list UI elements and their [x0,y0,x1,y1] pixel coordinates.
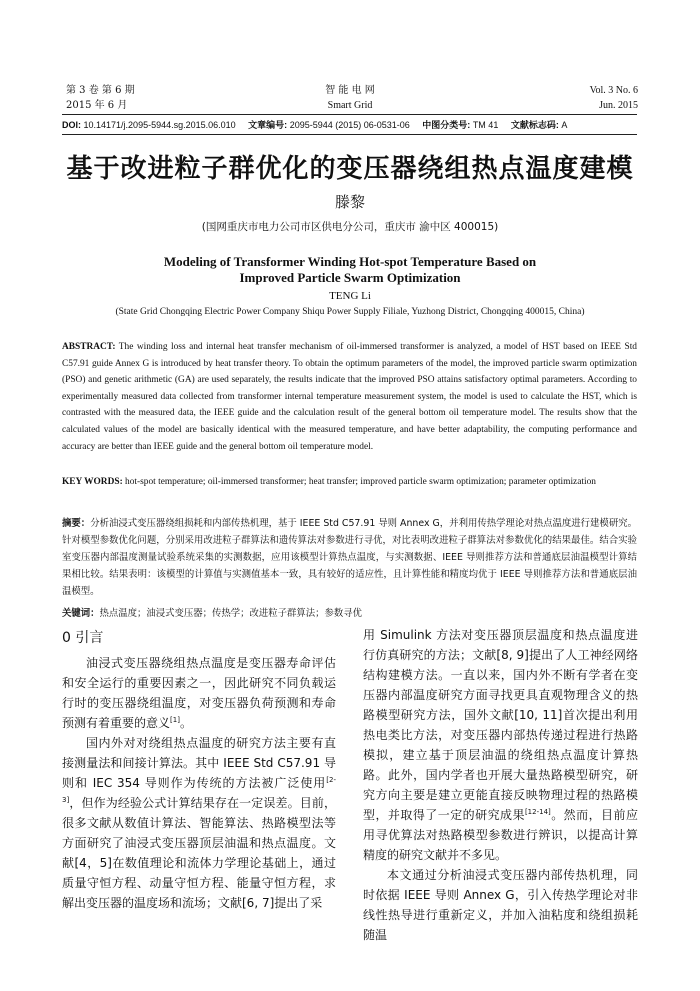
left-column [62,627,336,913]
paragraph: 本文通过分析油浸式变压器内部传热机理，同时依据 IEEE 导则 Annex G，引入传热学理论对非线性热导进行重新定义，并加入油粘度和绕组损耗随温 [363,868,638,942]
citation[interactable]: [2-3] [62,776,336,804]
abstract-en: ABSTRACT: The winding loss and internal heat transfer mechanism of oil-immersed transformer is analyzed, a model of HST based on IEEE Std C57.91 guide Annex G is introduced by heat transfer theory. To obtain the optimum parameters of the model, the improved particle swarm optimization (PSO) and genetic arithmetic (GA) are used separately, the results indicate that the improved PSO attains satisfactory optimal parameters. According to experimentally measured data collected from transformer internal temperature measurement system, the model is used to calculate the HST, which is contrasted with the measured data, the IEEE guide and the calculation result of the general bottom oil temperature model. The results show that the calculated values of the model are basically identical with the measured temperature, and have better adaptability, the computing performance and accuracy are better than IEEE guide and the general bottom oil temperature model. [62,342,637,452]
right-column [363,625,638,945]
title-cn: 基于改进粒子群优化的变压器绕组热点温度建模 [66,154,634,184]
doi[interactable]: 10.14171/j.2095-5944.sg.2015.06.010 [83,120,236,130]
affiliation-cn: (国网重庆市电力公司市区供电分公司，重庆市 渝中区 400015) [201,221,499,233]
journal-date-cn: 2015 年 6 月 [66,100,128,111]
keywords-cn-label: 关键词： [62,608,100,619]
header-rule-bottom [62,134,637,135]
abstract-cn-label: 摘要： [62,518,91,529]
affiliation-en: (State Grid Chongqing Electric Power Company Shiqu Power Supply Filiale, Yuzhong District, Chongqing 400015, China) [115,307,585,317]
header-rule-top [62,114,637,115]
journal-volume-issue: 第 3 卷 第 6 期 [66,85,135,96]
journal-date-en: Jun. 2015 [599,100,638,111]
citation[interactable]: [1] [170,716,180,724]
paragraph: 油浸式变压器绕组热点温度是变压器寿命评估和安全运行的重要因素之一，因此研究不同负载运行时的变压器绕组温度，对变压器负荷预测和寿命预测有着重要的意义[1]。 [62,656,336,730]
journal-volume-en: Vol. 3 No. 6 [589,85,638,96]
keywords-cn: 关键词：热点温度；油浸式变压器；传热学；改进粒子群算法；参数寻优 [62,608,363,619]
abstract-en-label: ABSTRACT: [62,342,116,352]
keywords-en-label: KEY WORDS: [62,477,123,487]
title-en-line1: Modeling of Transformer Winding Hot-spot Temperature Based on [163,254,537,269]
paragraph: 国内外对对绕组热点温度的研究方法主要有直接测量法和间接计算法。其中 IEEE Std C57.91 导则和 IEC 354 导则作为传统的方法被广泛使用[2-3]，但作为经验公式计算结果存在一定误差。目前，很多文献从数值计算法、智能算法、热路模型法等方面研究了油浸式变压器顶层油温和热点温度。文献[4，5]在数值理论和流体力学理论基础上，通过质量守恒方程、动量守恒方程、能量守恒方程，求解出变压器的温度场和流场；文献[6, 7]提出了采 [62,736,336,910]
title-en-line2: Improved Particle Swarm Optimization [239,270,461,285]
article-meta: DOI: 10.14171/j.2095-5944.sg.2015.06.010 文章编号: 2095-5944 (2015) 06-0531-06 中图分类号: TM 41 文献标志码: A [62,120,568,130]
abstract-cn: 摘要：分析油浸式变压器绕组损耗和内部传热机理，基于 IEEE Std C57.91 导则 Annex G，并利用传热学理论对热点温度进行建模研究。针对模型参数优化问题，分别采用改进粒子群算法和遗传算法对参数进行寻优，对比表明改进粒子群算法对参数优化的结果最佳。结合实验室变压器内部温度测量试验系统采集的实测数据，应用该模型计算热点温度，与实测数据、IEEE 导则推荐方法和普通底层油温模型计算结果相比较。结果表明：该模型的计算值与实测值基本一致，具有较好的适应性，且计算性能和精度均优于 IEEE 导则推荐方法和普通底层油温模型。 [62,518,637,597]
author-en: TENG Li [329,290,371,302]
journal-name-en: Smart Grid [327,100,373,111]
journal-name-cn: 智 能 电 网 [325,85,375,96]
citation[interactable]: [12-14] [524,808,551,816]
author-cn: 滕黎 [334,193,365,211]
section-heading-introduction: 0 引言 [62,630,104,646]
paragraph: 用 Simulink 方法对变压器顶层温度和热点温度进行仿真研究的方法；文献[8, 9]提出了人工神经网络结构建模方法。一直以来，国内外不断有学者在变压器内部温度研究方面寻找更具直观物理含义的热路模型研究方法，国外文献[10, 11]首次提出利用热电类比方法，对变压器内部热传递过程进行热路模拟，建立基于顶层油温的绕组热点温度计算热路。此外，国内学者也开展大量热路模型研究，研究方向主要是建立更能直接反映物理过程的热路模型，并取得了一定的研究成果[12-14]。然而，目前应用寻优算法对热路模型参数进行辨识，以提高计算精度的研究文献并不多见。 [363,628,638,862]
keywords-en: KEY WORDS: hot-spot temperature; oil-immersed transformer; heat transfer; improved particle swarm optimization; parameter optimization [62,477,596,487]
